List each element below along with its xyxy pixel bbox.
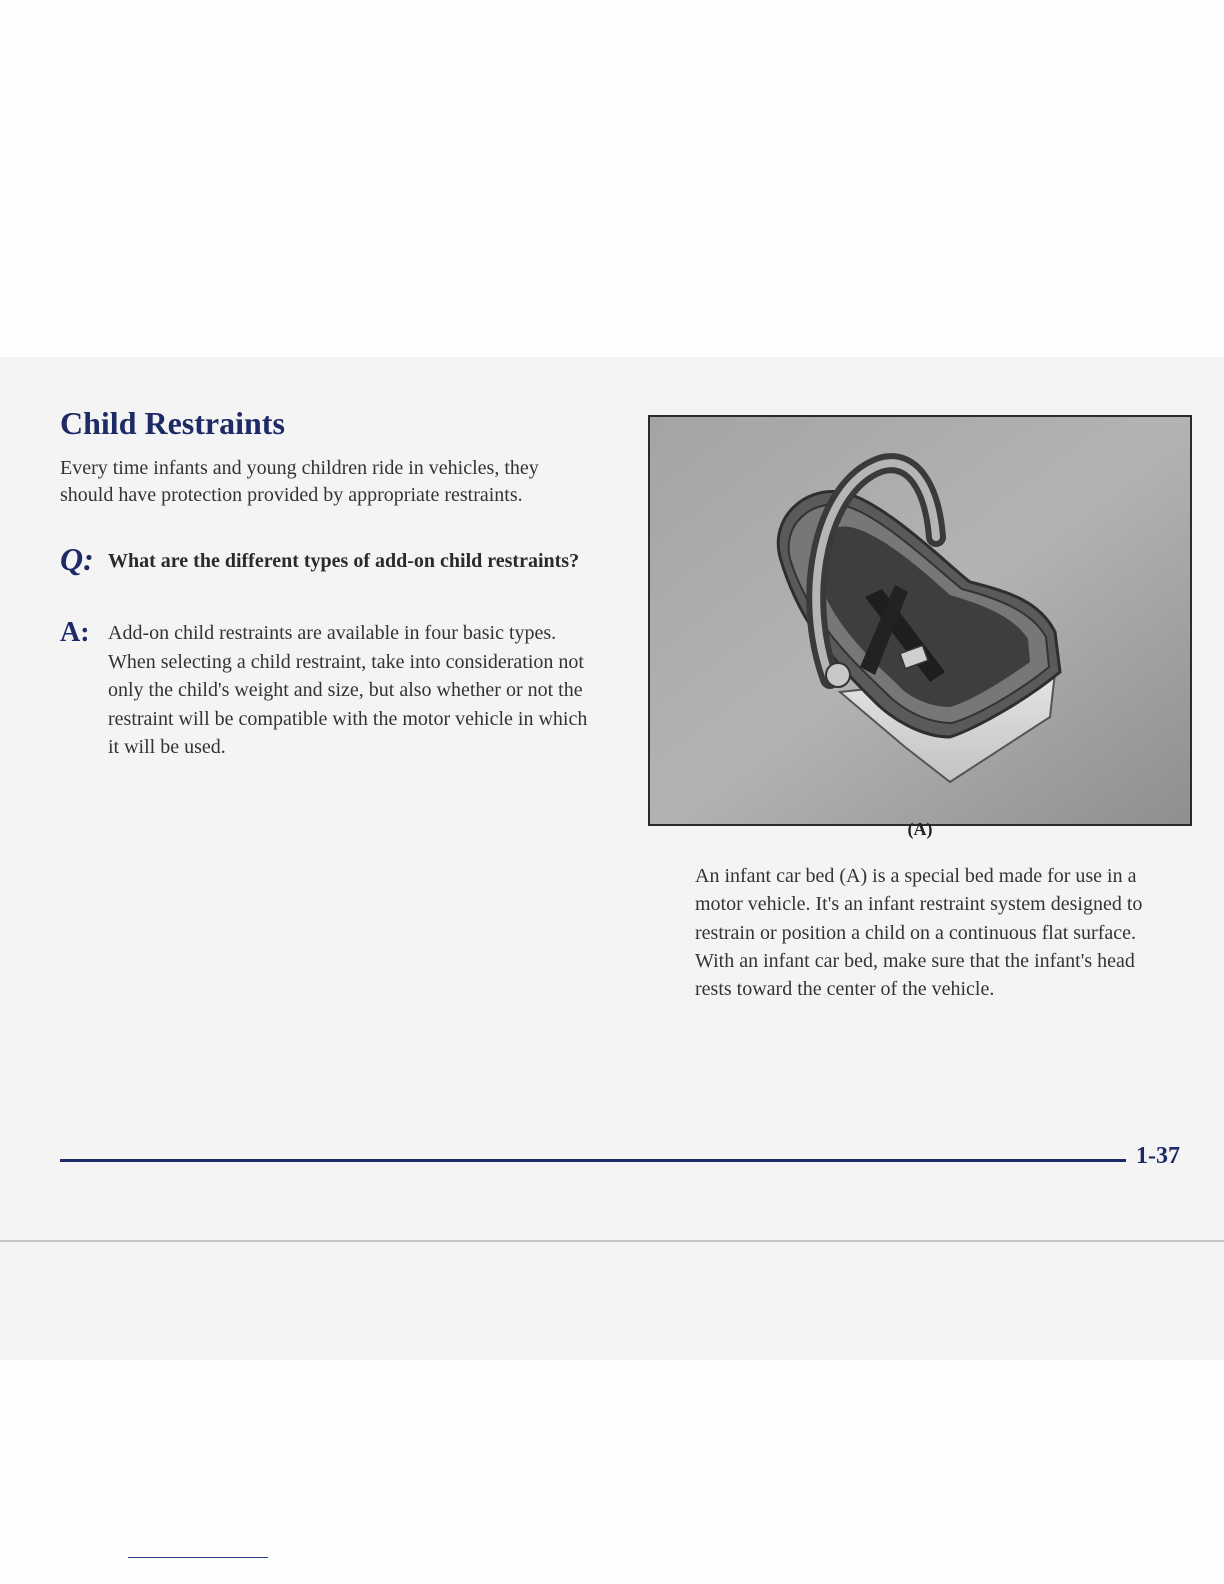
page-bottom-edge: [0, 1240, 1224, 1242]
manual-page: [0, 357, 1224, 1360]
answer-label: A:: [60, 617, 90, 648]
question-block: [60, 541, 600, 577]
page-number: 1-37: [1136, 1143, 1180, 1169]
answer-block: [60, 619, 600, 762]
handle-pivot: [826, 663, 850, 687]
infant-car-bed-figure: [648, 415, 1192, 839]
footer-rule: [60, 1159, 1126, 1162]
intro-paragraph: Every time infants and young children ride in vehicles, they should have protection provided by appropriate restraints.: [60, 457, 539, 506]
question-label: Q:: [60, 541, 94, 577]
infant-car-bed-illustration: [650, 417, 1190, 824]
figure-caption: (A): [907, 819, 933, 839]
stray-underline: [128, 1557, 268, 1558]
answer-text: Add-on child restraints are available in four basic types. When selecting a child restraint, take into consideration not only the child's weight and size, but also whether or not the restraint will be compatible with the motor vehicle in which it will be used.: [108, 622, 588, 758]
car-bed-description: An infant car bed (A) is a special bed made for use in a motor vehicle. It's an infant restraint system designed to restrain or position a child on a continuous flat surface. With an infant car bed, make sure that the infant's head rests toward the center of the vehicle.: [695, 865, 1143, 1001]
page-title: Child Restraints: [60, 405, 285, 441]
question-text: What are the different types of add-on child restraints?: [108, 550, 580, 572]
